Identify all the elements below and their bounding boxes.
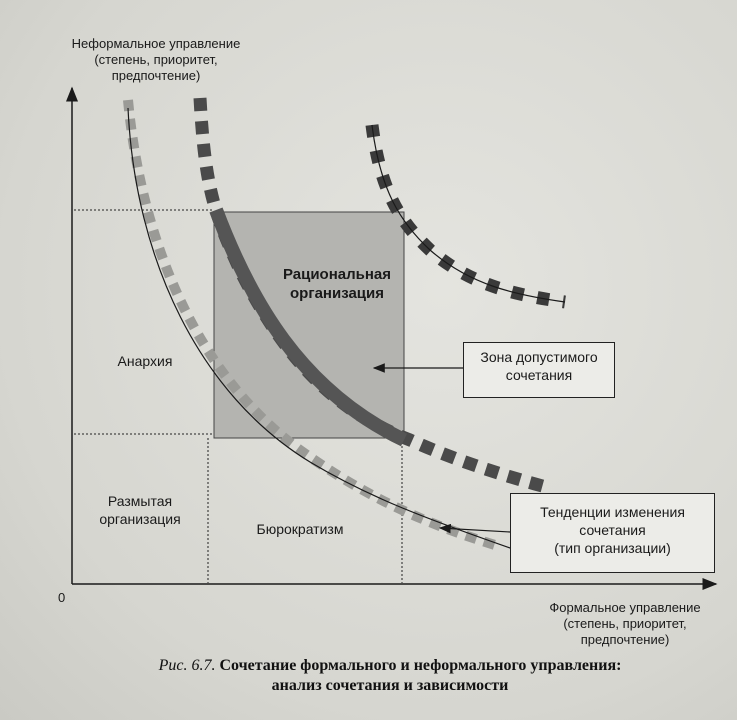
trend-callout-line2: сочетания — [579, 522, 646, 538]
y-axis-label — [66, 36, 246, 84]
y-axis-label-line3: предпочтение) — [111, 68, 201, 83]
bureaucratism-label: Бюрократизм — [256, 521, 344, 537]
anarchy-label: Анархия — [117, 353, 173, 369]
zone-callout-line2: сочетания — [505, 367, 573, 383]
blurred-organization-label — [75, 492, 205, 528]
trend-callout-line3: (тип организации) — [554, 540, 671, 556]
rational-organization-line1: Рациональная — [282, 266, 392, 283]
x-axis-label-line1: Формальное управление — [549, 600, 701, 615]
origin-label: 0 — [58, 590, 66, 605]
x-axis-label-line3: предпочтение) — [580, 632, 670, 647]
rational-organization-line2: организация — [290, 285, 384, 302]
x-axis-label-line2: (степень, приоритет, — [563, 616, 687, 631]
figure-caption — [60, 656, 720, 696]
rational-organization-label — [262, 265, 412, 303]
caption-title-line1: Сочетание формального и неформального управления: — [219, 657, 622, 674]
figure-number: Рис. 6.7. — [158, 657, 216, 674]
blurred-organization-line1: Размытая — [107, 493, 173, 509]
zone-callout-line1: Зона допустимого — [480, 349, 598, 365]
acceptable-zone-callout — [463, 342, 615, 398]
caption-title-line2: анализ сочетания и зависимости — [271, 677, 509, 694]
trend-callout — [510, 493, 715, 573]
x-axis-label — [540, 600, 710, 648]
trend-callout-line1: Тенденции изменения — [540, 504, 685, 520]
y-axis-label-line2: (степень, приоритет, — [94, 52, 218, 67]
caption-line1 — [60, 656, 720, 676]
blurred-organization-line2: организация — [99, 511, 181, 527]
y-axis-label-line1: Неформальное управление — [71, 36, 241, 51]
